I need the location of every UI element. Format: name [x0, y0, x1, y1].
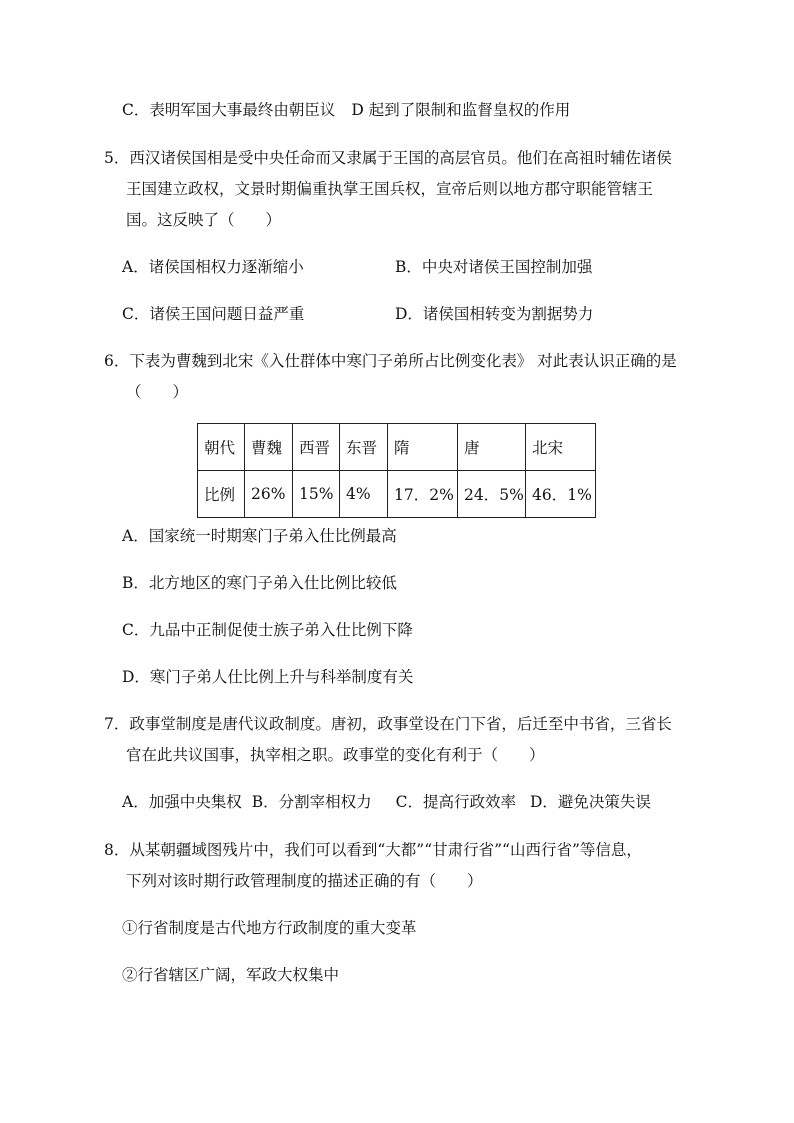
q8-stem-line-1: 8．从某朝疆域图残片中，我们可以看到“大都”“甘肃行省”“山西行省”等信息， [104, 841, 642, 859]
ratio-table-data-row [198, 471, 596, 518]
q6-stem-line-1: 6．下表为曹魏到北宋《入仕群体中寒门子弟所占比例变化表》 对此表认识正确的是 [104, 352, 677, 370]
q5-option-a: A．诸侯国相权力逐渐缩小 [122, 258, 304, 276]
table-cell: 4% [340, 471, 388, 518]
q6-option-d: D．寒门子弟人仕比例上升与科举制度有关 [122, 668, 414, 686]
q8-statement-1: ①行省制度是古代地方行政制度的重大变革 [122, 919, 417, 937]
q5-option-b: B．中央对诸侯王国控制加强 [395, 258, 593, 276]
q5-stem-line-1: 5．西汉诸侯国相是受中央任命而又隶属于王国的高层官员。他们在高祖时辅佐诸侯 [104, 149, 672, 167]
table-cell: 曹魏 [245, 424, 293, 471]
q5-option-d: D．诸侯国相转变为割据势力 [395, 305, 594, 323]
q6-stem-line-2: （ ） [126, 383, 189, 401]
table-cell: 西晋 [293, 424, 340, 471]
table-cell: 17．2% [388, 471, 458, 518]
table-cell: 隋 [388, 424, 458, 471]
q7-options-row [122, 791, 651, 813]
q6-option-c: C．九品中正制促使士族子弟入仕比例下降 [122, 621, 413, 639]
q4-option-d: D 起到了限制和监督皇权的作用 [351, 101, 571, 119]
q5-option-c: C．诸侯王国问题日益严重 [122, 305, 305, 323]
ratio-table [197, 423, 596, 518]
table-cell: 26% [245, 471, 293, 518]
q5-stem-line-3: 国。这反映了（ ） [126, 211, 282, 229]
table-cell: 46．1% [526, 471, 596, 518]
q7-option-b: B．分割宰相权力 [251, 793, 372, 811]
q6-option-a: A．国家统一时期寒门子弟入仕比例最高 [122, 527, 397, 545]
q7-stem-line-2: 官在此共议国事，执宰相之职。政事堂的变化有利于（ ） [126, 746, 545, 764]
table-cell: 朝代 [198, 424, 245, 471]
q5-stem-line-2: 王国建立政权，文景时期偏重执掌王国兵权，宣帝后则以地方郡守职能管辖王 [126, 180, 654, 198]
q4-option-c: C．表明军国大事最终由朝臣议 [122, 101, 336, 119]
table-cell: 北宋 [526, 424, 596, 471]
q7-option-d: D．避免决策失误 [529, 793, 651, 811]
table-cell: 唐 [458, 424, 526, 471]
q7-option-a: A．加强中央集权 [122, 793, 242, 811]
q6-option-b: B．北方地区的寒门子弟入仕比例比较低 [122, 574, 397, 592]
table-cell: 15% [293, 471, 340, 518]
q8-statement-2: ②行省辖区广阔，军政大权集中 [122, 966, 340, 984]
q4-options-row [122, 99, 570, 121]
table-cell: 东晋 [340, 424, 388, 471]
table-cell: 比例 [198, 471, 245, 518]
q7-option-c: C．提高行政效率 [395, 793, 516, 811]
ratio-table-header-row [198, 424, 596, 471]
q8-stem-line-2: 下列对该时期行政管理制度的描述正确的有（ ） [126, 872, 483, 890]
q7-stem-line-1: 7．政事堂制度是唐代议政制度。唐初，政事堂设在门下省，后迁至中书省，三省长 [104, 715, 672, 733]
table-cell: 24．5% [458, 471, 526, 518]
